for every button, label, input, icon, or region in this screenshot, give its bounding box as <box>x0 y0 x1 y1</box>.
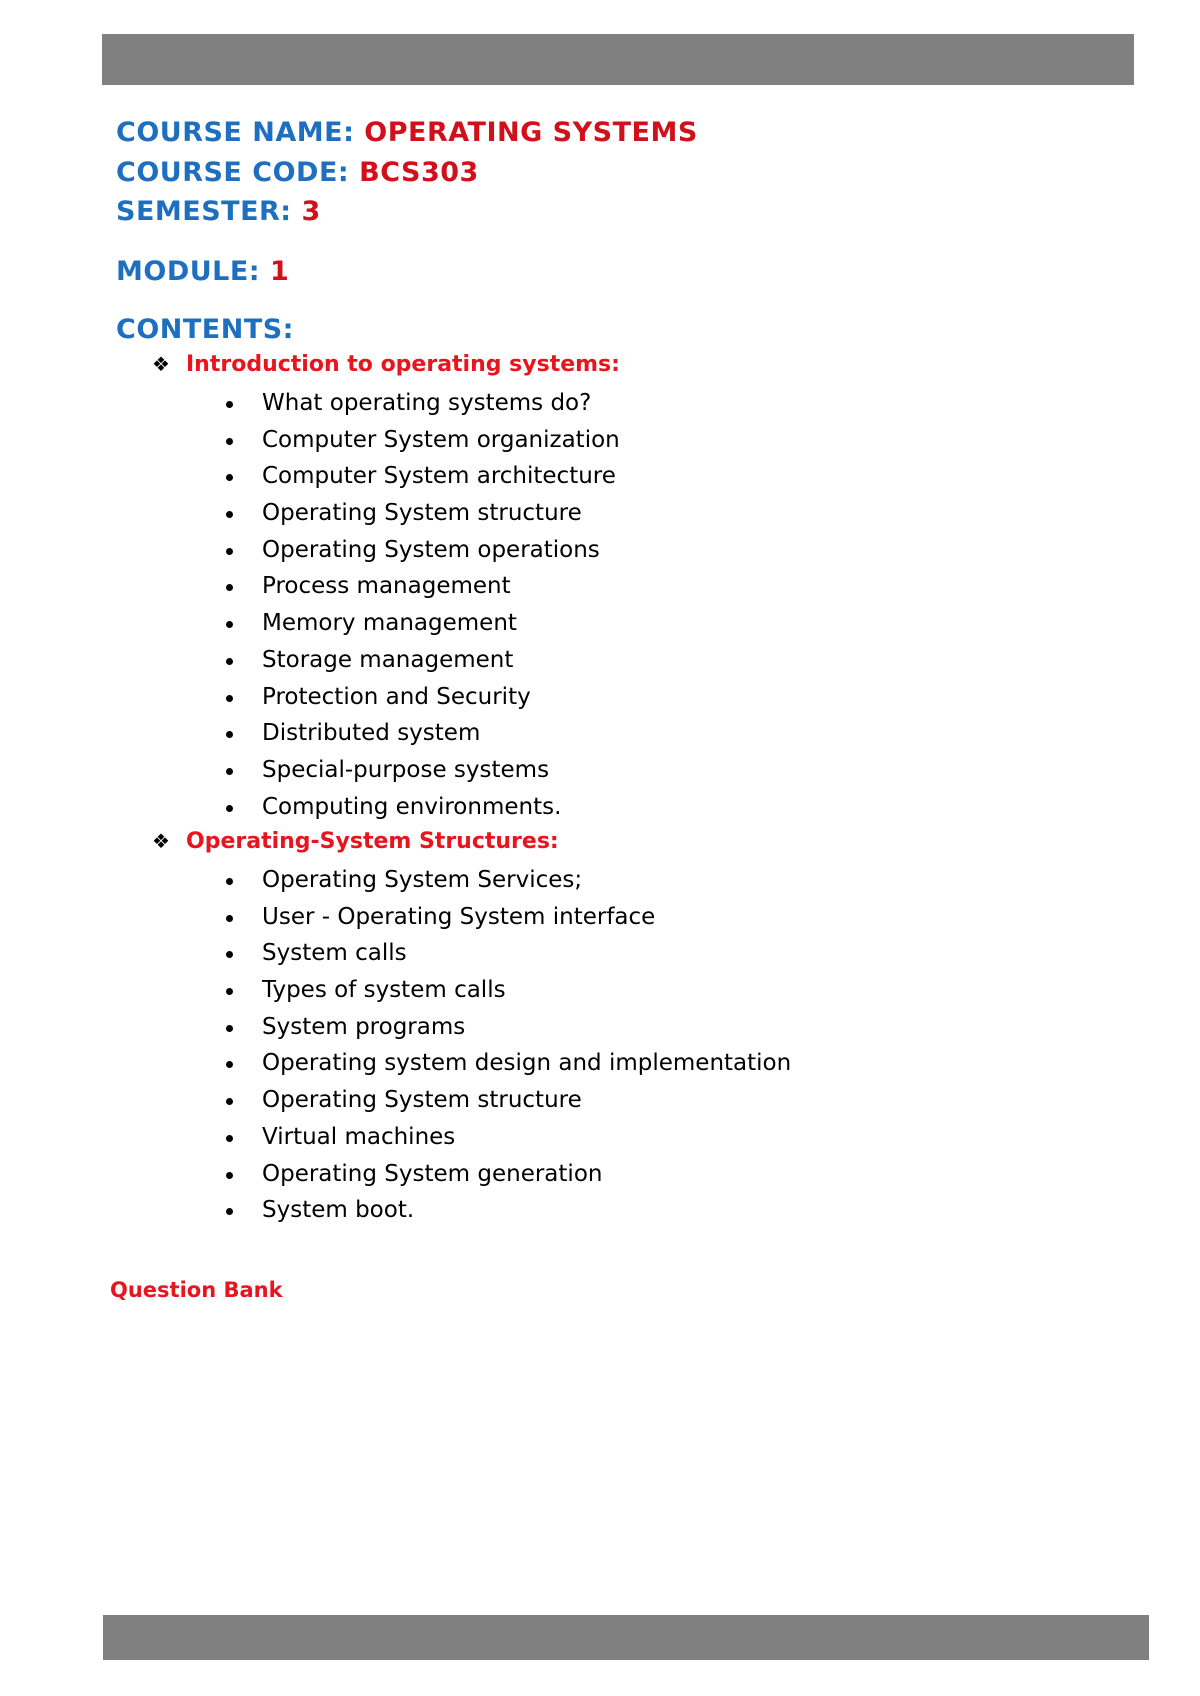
course-name-line <box>116 117 698 148</box>
list-item <box>222 642 620 679</box>
bullet-icon <box>226 1172 233 1179</box>
list-item-text: Operating System structure <box>262 1087 582 1114</box>
bullet-icon <box>226 915 233 922</box>
bullet-icon <box>226 1098 233 1105</box>
list-item <box>222 422 620 459</box>
semester-value: 3 <box>301 196 321 227</box>
list-item <box>222 752 620 789</box>
bullet-icon <box>226 878 233 885</box>
bullet-icon <box>226 1208 233 1215</box>
section-heading-os-structures <box>152 829 559 854</box>
bullet-icon <box>226 1025 233 1032</box>
section-heading-introduction <box>152 352 620 377</box>
list-item-text: Operating system design and implementation <box>262 1050 792 1077</box>
list-item-text: Protection and Security <box>262 683 531 710</box>
list-item-text: Computer System organization <box>262 426 620 453</box>
list-item-text: User - Operating System interface <box>262 903 656 930</box>
question-bank-heading: Question Bank <box>110 1278 283 1302</box>
topic-list-introduction <box>222 385 620 825</box>
list-item-text: Types of system calls <box>262 977 506 1004</box>
list-item-text: Operating System operations <box>262 536 600 563</box>
four-diamond-bullet-icon: ❖ <box>152 352 170 376</box>
bullet-icon <box>226 805 233 812</box>
list-item-text: Operating System Services; <box>262 867 583 893</box>
course-code-value: BCS303 <box>359 157 479 188</box>
bullet-icon <box>226 951 233 958</box>
bullet-icon <box>226 584 233 591</box>
list-item-text: Operating System structure <box>262 500 582 527</box>
semester-label: SEMESTER: <box>116 196 292 227</box>
list-item-text: Special-purpose systems <box>262 756 550 783</box>
list-item-text: Operating System generation <box>262 1160 603 1187</box>
bullet-icon <box>226 695 233 702</box>
topic-list-os-structures <box>222 862 791 1229</box>
section-heading-text: Introduction to operating systems: <box>186 352 620 377</box>
list-item-text: Distributed system <box>262 720 481 747</box>
module-label: MODULE: <box>116 256 261 287</box>
four-diamond-bullet-icon: ❖ <box>152 829 170 853</box>
list-item <box>222 1119 791 1156</box>
bullet-icon <box>226 658 233 665</box>
list-item-text: Storage management <box>262 646 514 673</box>
module-value: 1 <box>270 256 290 287</box>
list-item <box>222 1156 791 1193</box>
bullet-icon <box>226 988 233 995</box>
footer-bar <box>103 1615 1149 1660</box>
course-name-value: OPERATING SYSTEMS <box>364 117 698 148</box>
list-item <box>222 385 620 422</box>
list-item-text: Process management <box>262 573 511 600</box>
bullet-icon <box>226 768 233 775</box>
list-item-text: System calls <box>262 940 407 967</box>
list-item <box>222 1192 791 1229</box>
list-item-text: Virtual machines <box>262 1123 456 1150</box>
semester-line <box>116 196 321 227</box>
list-item-text: Computing environments. <box>262 793 562 820</box>
list-item <box>222 495 620 532</box>
list-item-text: What operating systems do? <box>262 390 592 416</box>
list-item <box>222 679 620 716</box>
course-code-label: COURSE CODE: <box>116 157 350 188</box>
section-heading-text: Operating-System Structures: <box>186 829 559 854</box>
list-item <box>222 605 620 642</box>
course-code-line <box>116 157 479 188</box>
list-item <box>222 1009 791 1046</box>
bullet-icon <box>226 1061 233 1068</box>
list-item-text: System programs <box>262 1013 466 1040</box>
list-item-text: Memory management <box>262 610 517 637</box>
list-item <box>222 715 620 752</box>
list-item-text: System boot. <box>262 1197 415 1224</box>
course-name-label: COURSE NAME: <box>116 117 355 148</box>
module-line <box>116 256 289 287</box>
list-item <box>222 1082 791 1119</box>
list-item <box>222 458 620 495</box>
bullet-icon <box>226 474 233 481</box>
bullet-icon <box>226 731 233 738</box>
list-item <box>222 972 791 1009</box>
header-bar <box>102 34 1134 85</box>
bullet-icon <box>226 1135 233 1142</box>
bullet-icon <box>226 548 233 555</box>
list-item <box>222 1045 791 1082</box>
list-item-text: Computer System architecture <box>262 463 616 490</box>
bullet-icon <box>226 438 233 445</box>
list-item <box>222 789 620 826</box>
bullet-icon <box>226 511 233 518</box>
bullet-icon <box>226 401 233 408</box>
list-item <box>222 862 791 899</box>
list-item <box>222 532 620 569</box>
list-item <box>222 935 791 972</box>
list-item <box>222 568 620 605</box>
bullet-icon <box>226 621 233 628</box>
list-item <box>222 899 791 936</box>
contents-heading: CONTENTS: <box>116 314 294 345</box>
